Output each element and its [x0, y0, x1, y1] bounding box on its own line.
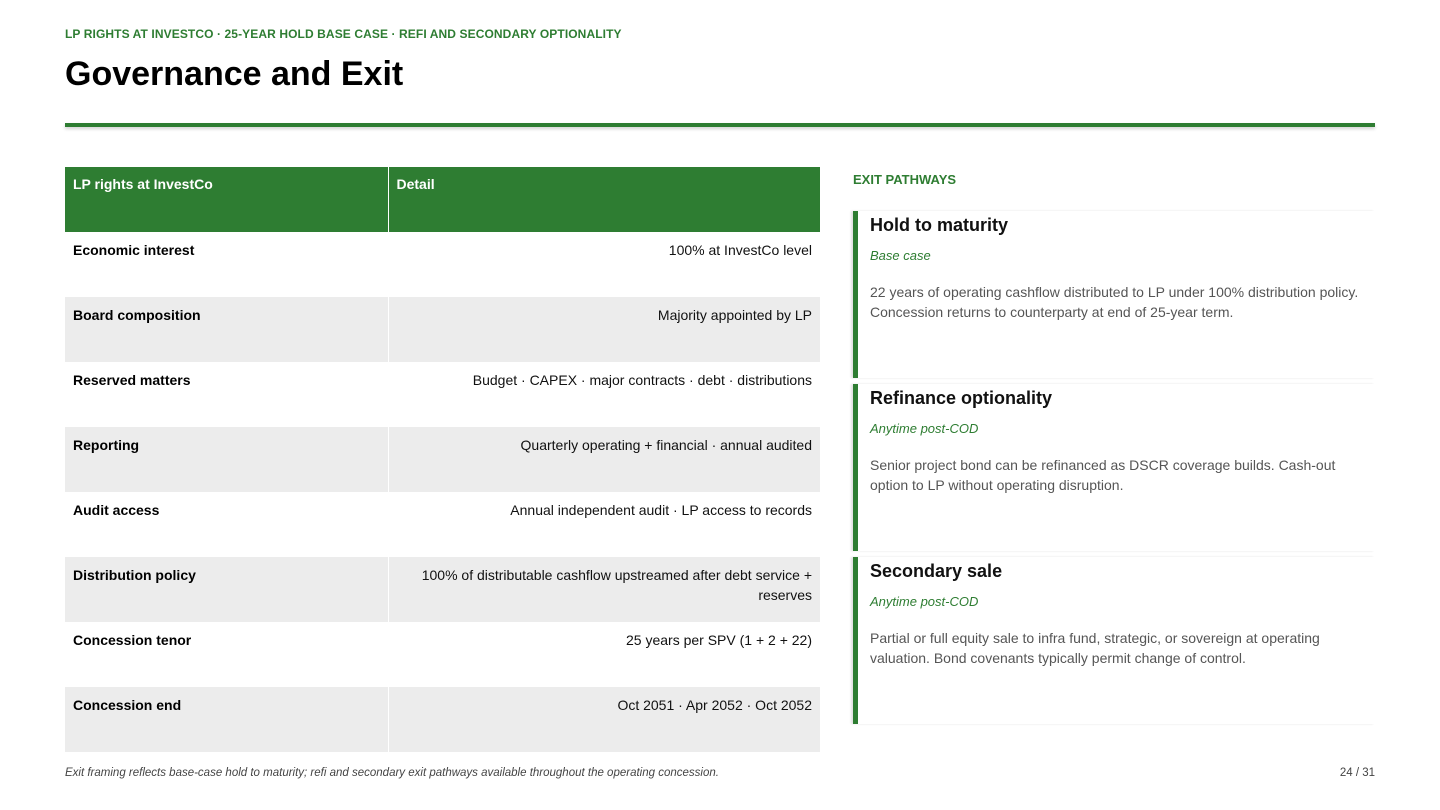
page-title: Governance and Exit [65, 55, 404, 93]
row-label: Audit access [73, 502, 160, 518]
column-header-detail: Detail [388, 167, 820, 232]
row-label: Reserved matters [73, 372, 191, 388]
exit-card-refinance [853, 384, 1375, 551]
exit-card-title: Hold to maturity [870, 215, 1008, 235]
exit-card-tag: Anytime post-COD [870, 594, 979, 609]
table-row [65, 232, 820, 297]
row-value: Budget · CAPEX · major contracts · debt · distributions [388, 362, 820, 427]
row-label: Board composition [65, 297, 388, 362]
exit-card-title: Secondary sale [870, 561, 1003, 581]
row-value: 100% of distributable cashflow upstreamed after debt service + reserves [388, 557, 820, 622]
table-row [65, 427, 820, 492]
row-label: Concession tenor [73, 632, 192, 648]
row-value: Annual independent audit · LP access to records [388, 492, 820, 557]
row-value: 25 years per SPV (1 + 2 + 22) [388, 622, 820, 687]
row-value: 100% at InvestCo level [388, 232, 820, 297]
title-divider [65, 123, 1375, 127]
row-label: Concession end [65, 687, 388, 752]
exit-card-tag: Anytime post-COD [870, 421, 979, 436]
section-kicker: LP RIGHTS AT INVESTCO · 25-YEAR HOLD BASE CASE · REFI AND SECONDARY OPTIONALITY [65, 27, 622, 41]
exit-card-body: Senior project bond can be refinanced as DSCR coverage builds. Cash-out option to LP without operating disruption. [870, 457, 1336, 494]
table-row [65, 687, 820, 752]
exit-card-tag: Base case [870, 248, 931, 263]
table-row [65, 622, 820, 687]
exit-pathways-heading: EXIT PATHWAYS [853, 172, 957, 187]
exit-card-secondary-sale [853, 557, 1375, 724]
lp-rights-table [65, 167, 820, 752]
table-row [65, 362, 820, 427]
row-value: Quarterly operating + financial · annual audited [388, 427, 820, 492]
column-header-lp-rights: LP rights at InvestCo [65, 167, 388, 232]
page-number: 24 / 31 [1339, 767, 1375, 779]
row-label: Distribution policy [65, 557, 388, 622]
row-value: Oct 2051 · Apr 2052 · Oct 2052 [388, 687, 820, 752]
table-row [65, 297, 820, 362]
row-value: Majority appointed by LP [388, 297, 820, 362]
table-row [65, 492, 820, 557]
exit-card-title: Refinance optionality [870, 388, 1053, 408]
row-label: Reporting [65, 427, 388, 492]
table-row [65, 557, 820, 622]
row-label: Economic interest [73, 242, 195, 258]
footnote: Exit framing reflects base-case hold to maturity; refi and secondary exit pathways available throughout the operating concession. [65, 767, 719, 779]
table-header-row [65, 167, 820, 232]
exit-card-body: Partial or full equity sale to infra fund, strategic, or sovereign at operating valuation. Bond covenants typically permit change of control. [870, 630, 1320, 667]
exit-card-body: 22 years of operating cashflow distributed to LP under 100% distribution policy. Concession returns to counterparty at end of 25-year term. [870, 284, 1359, 321]
exit-card-hold-to-maturity [853, 211, 1375, 378]
